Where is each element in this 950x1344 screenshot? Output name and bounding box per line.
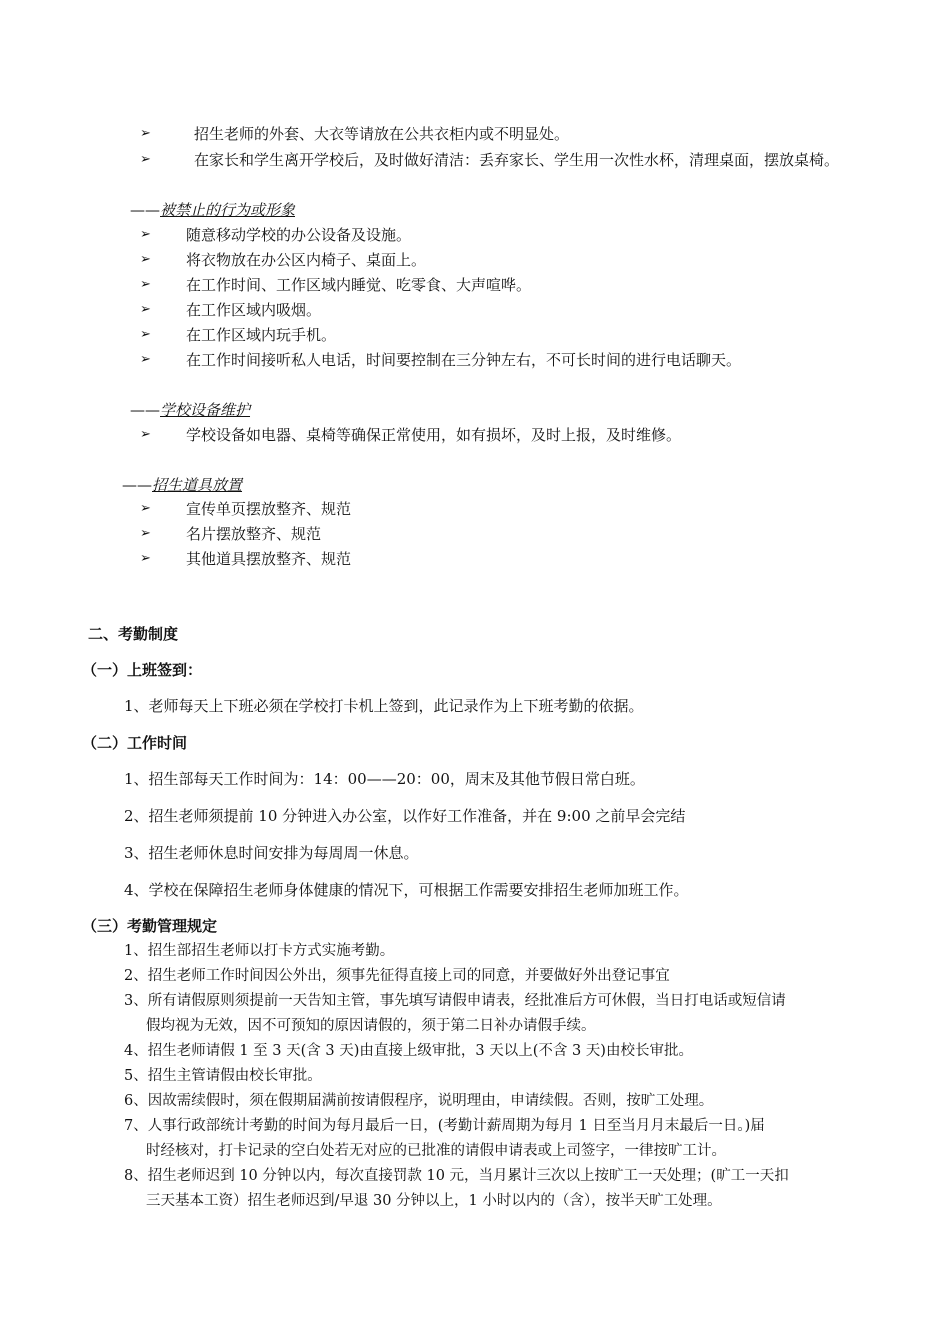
arrow-bullet-icon: ➢ <box>140 551 151 566</box>
arrow-bullet-icon: ➢ <box>140 277 151 292</box>
subsection-title-attendance-rules: （三）考勤管理规定 <box>82 917 218 935</box>
paragraph: 4、学校在保障招生老师身体健康的情况下，可根据工作需要安排招生老师加班工作。 <box>124 881 689 899</box>
paragraph: 8、招生老师迟到 10 分钟以内，每次直接罚款 10 元，当月累计三次以上按旷工一天处理；(旷工一天扣 <box>124 1168 789 1184</box>
paragraph: 4、招生老师请假 1 至 3 天(含 3 天)由直接上级审批，3 天以上(不含 3 天)由校长审批。 <box>124 1043 693 1059</box>
paragraph: 1、老师每天上下班必须在学校打卡机上签到，此记录作为上下班考勤的依据。 <box>124 697 644 715</box>
paragraph: 3、所有请假原则须提前一天告知主管，事先填写请假申请表，经批准后方可休假，当日打电话或短信请 <box>124 993 786 1009</box>
paragraph-continued: 三天基本工资）招生老师迟到/早退 30 分钟以上，1 小时以内的（含），按半天旷工处理。 <box>146 1193 722 1209</box>
section-heading-props: ——招生道具放置 <box>122 476 243 494</box>
arrow-bullet-icon: ➢ <box>140 252 151 267</box>
paragraph-continued: 假均视为无效，因不可预知的原因请假的，须于第二日补办请假手续。 <box>146 1018 596 1034</box>
arrow-bullet-icon: ➢ <box>140 126 151 141</box>
section-heading-prohibited: ——被禁止的行为或形象 <box>130 201 296 219</box>
arrow-bullet-icon: ➢ <box>140 327 151 342</box>
arrow-bullet-icon: ➢ <box>140 352 151 367</box>
arrow-bullet-icon: ➢ <box>140 526 151 541</box>
subsection-title-signin: （一）上班签到： <box>82 661 203 679</box>
document-page: ➢ 招生老师的外套、大衣等请放在公共衣柜内或不明显处。 ➢ 在家长和学生离开学校后，及时做好清洁：丢弃家长、学生用一次性水杯，清理桌面，摆放桌椅。 ——被禁止的行为或形象 ➢ 随意移动学校的办公设备及设施。 ➢ 将衣物放在办公区内椅子、桌面上。 ➢ 在工作时间、工作区域内睡觉、吃零食、大声喧哗。 ➢ 在工作区域内吸烟。 ➢ 在工作区域内玩手机。 ➢ 在工作时间接听私人电话，时间要控制在三分钟左右，不可长时间的进行电话聊天。 ——学校设备维护 ➢ 学校设备如电器、桌椅等确保正常使用，如有损坏，及时上报，及时维修。 ——招生道具放置 ➢ 宣传单页摆放整齐、规范 ➢ 名片摆放整齐、规范 ➢ 其他道具摆放整齐、规范 二、考勤制度 （一）上班签到： 1、老师每天上下班必须在学校打卡机上签到，此记录作为上下班考勤的依据。 （二）工作时间 1、招生部每天工作时间为：14：00——20：00，周末及其他节假日常白班。 2、招生老师须提前 10 分钟进入办公室，以作好工作准备，并在 9:00 之前早会完结 3、招生老师休息时间安排为每周周一休息。 4、学校在保障招生老师身体健康的情况下，可根据工作需要安排招生老师加班工作。 （三）考勤管理规定 1、招生部招生老师以打卡方式实施考勤。 2、招生老师工作时间因公外出，须事先征得直接上司的同意，并要做好外出登记事宜 3、所有请假原则须提前一天告知主管，事先填写请假申请表，经批准后方可休假，当日打电话或短信请 假均视为无效，因不可预知的原因请假的，须于第二日补办请假手续。 4、招生老师请假 1 至 3 天(含 3 天)由直接上级审批，3 天以上(不含 3 天)由校长审批。 5、招生主管请假由校长审批。 6、因故需续假时，须在假期届满前按请假程序，说明理由，申请续假。否则，按旷工处理。 7、人事行政部统计考勤的时间为每月最后一日，(考勤计薪周期为每月 1 日至当月月末最后一日。)届 时经核对，打卡记录的空白处若无对应的已批准的请假申请表或上司签字，一律按旷工计。 8、招生老师迟到 10 分钟以内，每次直接罚款 10 元，当月累计三次以上按旷工一天处理；(旷工一天扣 三天基本工资）招生老师迟到/早退 30 分钟以上，1 小时以内的（含），按半天旷工处理。 <box>82 125 840 1209</box>
section-heading-equipment: ——学校设备维护 <box>130 401 251 419</box>
chapter-title: 二、考勤制度 <box>88 625 179 643</box>
paragraph: 1、招生部招生老师以打卡方式实施考勤。 <box>124 943 395 959</box>
paragraph: 3、招生老师休息时间安排为每周周一休息。 <box>124 844 419 862</box>
paragraph: 6、因故需续假时，须在假期届满前按请假程序，说明理由，申请续假。否则，按旷工处理。 <box>124 1093 714 1109</box>
paragraph: 2、招生老师工作时间因公外出，须事先征得直接上司的同意，并要做好外出登记事宜 <box>124 968 670 984</box>
arrow-bullet-icon: ➢ <box>140 427 151 442</box>
arrow-bullet-icon: ➢ <box>140 152 151 167</box>
arrow-bullet-icon: ➢ <box>140 302 151 317</box>
arrow-bullet-icon: ➢ <box>140 501 151 516</box>
subsection-title-worktime: （二）工作时间 <box>82 734 188 752</box>
paragraph: 1、招生部每天工作时间为：14：00——20：00，周末及其他节假日常白班。 <box>124 770 645 788</box>
paragraph: 5、招生主管请假由校长审批。 <box>124 1068 322 1084</box>
paragraph: 2、招生老师须提前 10 分钟进入办公室，以作好工作准备，并在 9:00 之前早会完结 <box>124 807 686 825</box>
paragraph: 7、人事行政部统计考勤的时间为每月最后一日，(考勤计薪周期为每月 1 日至当月月末最后一日。)届 <box>124 1118 765 1134</box>
arrow-bullet-icon: ➢ <box>140 227 151 242</box>
paragraph-continued: 时经核对，打卡记录的空白处若无对应的已批准的请假申请表或上司签字，一律按旷工计。 <box>146 1143 726 1159</box>
